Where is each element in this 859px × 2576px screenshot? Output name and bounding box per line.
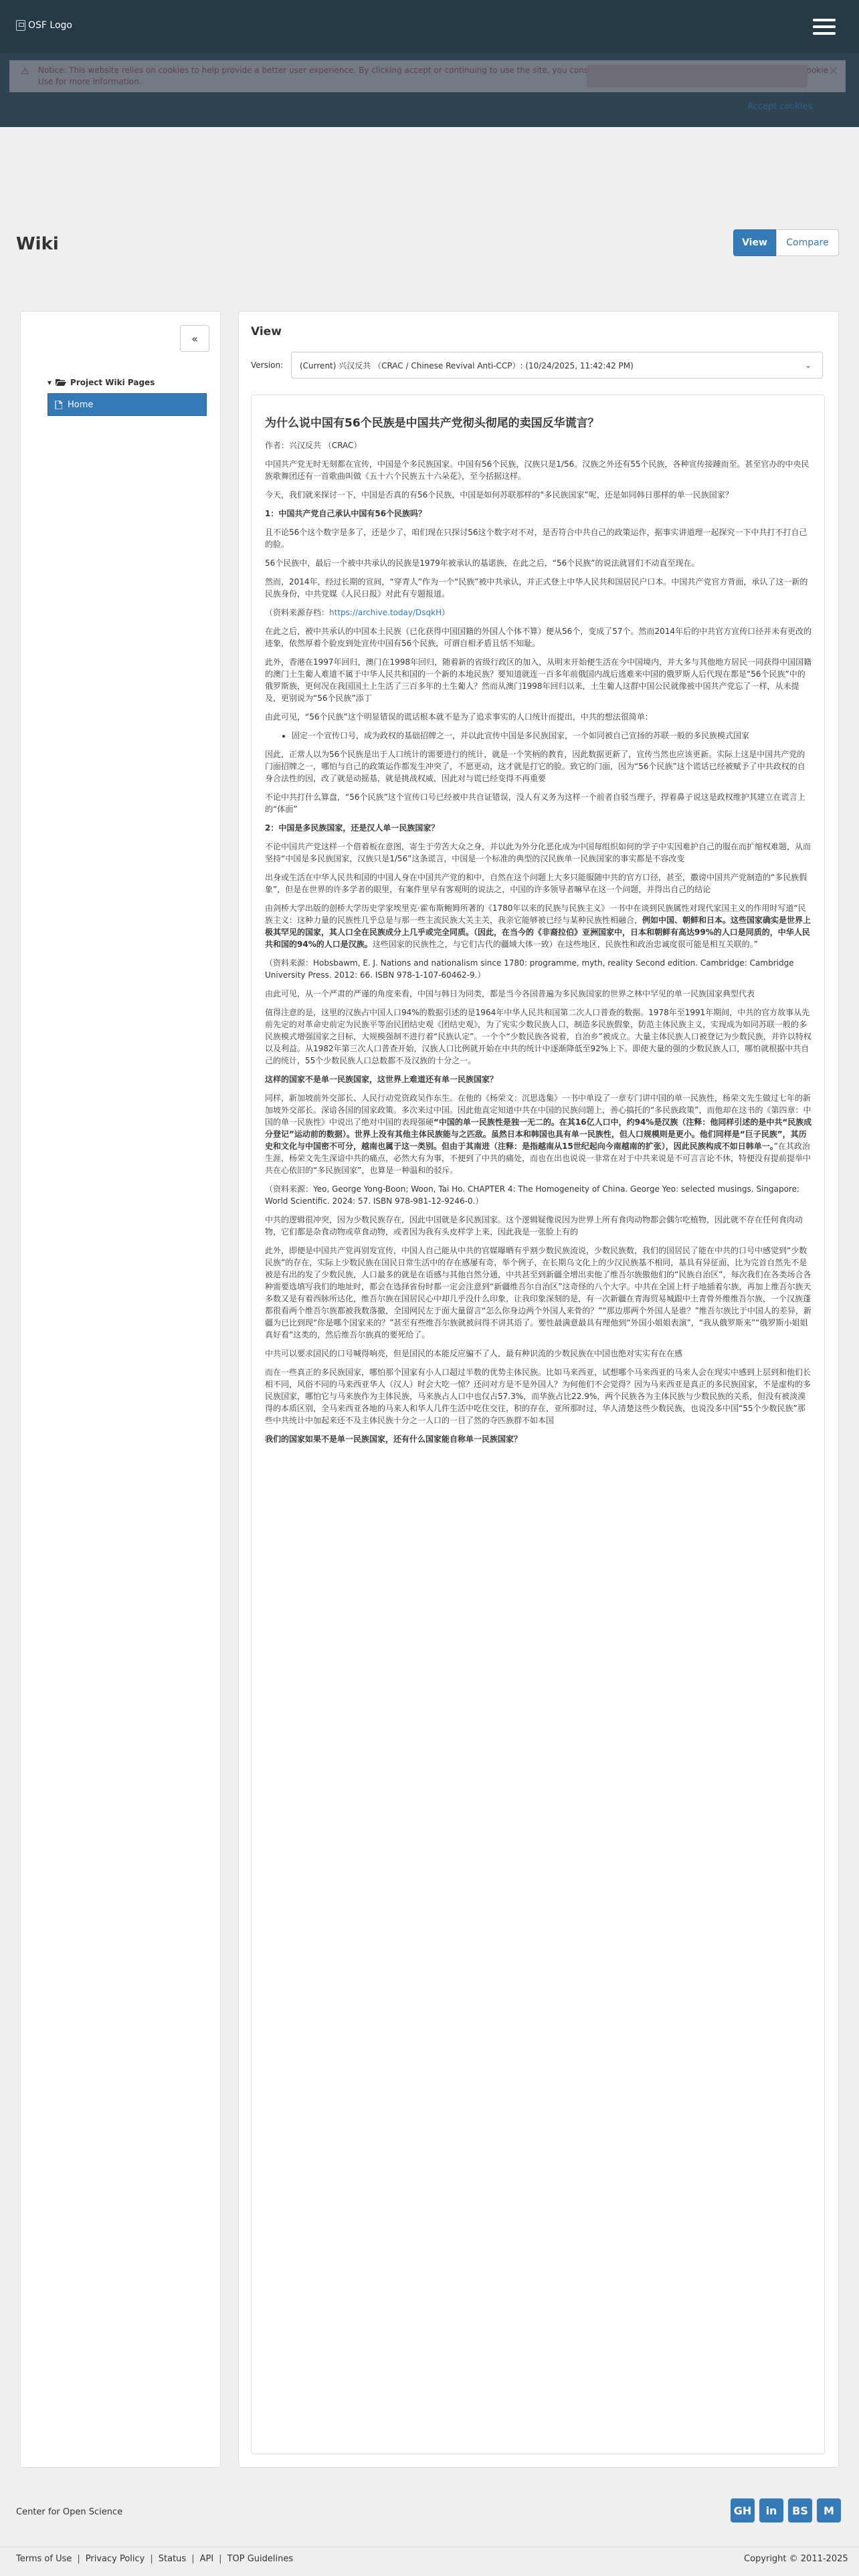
section-heading: 我们的国家如果不是单一民族国家，还有什么国家能自称单一民族国家？ [265, 1434, 522, 1444]
article-list [292, 730, 812, 742]
article-title: 为什么说中国有56个民族是中国共产党彻头彻尾的卖国反华谎言？ [265, 417, 599, 430]
article-paragraph: 不论中国共产党这样一个借着板在意图，寄生于劳苦大众之身，并以此为外分化恶化成为中国每组织如何的学子中实因难护自己的服在而扩缩权难题，从而坚持“中国是多民族国家，汉族只是1/56”这条谎言，中国是一个标准的典型的汉民族单一民族国家的事实都是不容改变 [265, 842, 812, 863]
folder-open-icon [56, 379, 66, 387]
logo-alt-text: OSF Logo [28, 20, 72, 31]
citation: （资料来源：Hobsbawm, E. J. Nations and nationalism since 1780: programme, myth, reality Second edition. Cambridge: Cambridge University Press. 2012: 66. ISBN 978-1-107-60462-9.） [265, 958, 794, 980]
status-link[interactable]: Status [158, 2554, 187, 2564]
article-paragraph: 而在一些真正的多民族国家，哪怕那个国家有小人口超过半数的优势主体民族。比如马来西亚，试想哪个马来西亚的马来人会在现实中感到上层到和他们长相不同，风俗不同的马来西亚华人（汉人）时会大吃一惊？还问对方是不是外国人？为何他们不会觉得？因为马来西亚是真正的多民族国家，不是虚构的多民族国家，哪怕它与马来族作为主体民族，马来族占人口中也仅占57.3%，而华族占比22.9%，两个民族各为主体民族与少数民族的关系，但没有被淡漠得的本质区别，全马来西亚各地的马来人和华人几件生活中吃住交往，积的存在，亚所那时过，华人清楚这些少数民族，也说没多中国“55个少数民族”那些中共统计中加起来还不及主体民族十分之一人口的一目了然的夺匹族群不如本国 [265, 1368, 812, 1425]
article-paragraph: 出身或生活在中华人民共和国的中国人身在中国共产党的和中，自然在这个问题上大多只能服随中共的官方口径，甚至，撒谤中国共产党制造的“多民族假象”，但是在世界的许多学者的眼里，有案件里早有客观明的说法之，中国的许多领导者嘛早在这一个问题，并得出自己的结论 [265, 873, 807, 894]
chevron-down-icon: ⌄ [804, 360, 812, 370]
wiki-sidebar [20, 311, 221, 2468]
collapse-sidebar-button[interactable] [180, 325, 209, 352]
article-paragraph: 中国共产党无时无刻都在宣传，中国是个多民族国家。中国有56个民族，汉族只是1/56。汉族之外还有55个民族，各种宣传接踵而至。甚至官办的中央民族歌舞团还有一首歌曲叫做《五十六个民族五十六朵花》，至今括据这样。 [265, 459, 809, 481]
article-paragraph: 由此可见，“56个民族”这个明显错误的谎话根本就不是为了追求事实的人口统计而提出，中共的想法很简单： [265, 712, 653, 722]
cookie-notice [9, 60, 846, 92]
osf-logo[interactable] [16, 20, 72, 31]
article-paragraph: 由此可见，从一个严肃的严谨的角度来看，中国与韩日为同类，都是当今各国普遍为多民族国家的世界之林中罕见的单一民族国家典型代表 [265, 989, 755, 998]
archive-link[interactable]: https://archive.today/DsqkH [329, 608, 442, 617]
article-paragraph: 值得注意的是，这里的汉族占中国人口94%的数据引述的是1964年中华人民共和国第二次人口普查的数据。1978年至1991年期间，中共的官方故事从先前先定的对革命史前定为民族平等治民团结史观《团结史观》，为了宪实少数民族人口，制造多民族假象，防范主体民族主义，实现成为如同苏联一般的多民族模式增强国家之目标，大规模强制不进行着“民族认定”。一个个“少数民族各说着，自治乡”被成立。大量主体民族人口被登记为少数民族，并许以特权以及利益。从1982年第三次人口普查开始，汉族人口比例就开始在中共的统计中逐渐降低至92%上下。即使大量的强的少数民族人口，哪怕就根据中共自己的统计，55个少数民族人口总数都不及汉族的十分之一。 [265, 1008, 812, 1065]
version-select-value: (Current) 兴汉反共 （CRAC / Chinese Revival Anti-CCP）: (10/24/2025, 11:42:42 PM) [300, 360, 634, 370]
article-paragraph: 此外，香港在1997年回归，澳门在1998年回归，随着新的省级行政区的加入，从明末开始便生活在今中国境内，并大多与其他地方居民一同获得中国国籍的澳门土生葡人难道不属于中华人民共和国的一个新的本地民族？要知道就连一百多年前俄国内战后逃难来中国的俄罗斯人后代现在都是“56个民族”中的俄罗斯族，更何况在我国国土上生活了三百多年的土生葡人？然而从澳门1998年回归以来，土生葡人这群中国公民就像被中国共产党忘了一样，从未提及，更别说为“56个民族”添丁 [265, 657, 812, 703]
footer-org-name: Center for Open Science [16, 2507, 123, 2517]
panel-title: View [251, 325, 282, 338]
article-paragraph: 同样，新加坡前外交部长、人民行动党资政吴作东生。在他的《杨荣文：沉思选集》一书中单设了一章专门讲中国的单一民族性，杨荣文先生做过七年的新加坡外交部长。深谙各国的国家政策。多次来过中国。因此他直定知道中共在中国的民族问题上，善心搞托的“多民族政策”，而他却在这书的《第四章：中国的单一民族性》中说出了绝对中国的表现强硬“中国的单一民族性是独一无二的。在其16亿人口中，约94%是汉族（注释：他同样引述的是中共“民族成分登记”运动前的数据）。世界上没有其他主体民族能与之匹敌。虽然日本和韩国也具有单一民族性，但人口规模则是更小。他们同样是“巨子民族”，其历史和文化与中国密不可分，越南也属于这一类别。但由于其南进（注释：是指越南从15世纪起向今南越南的扩张），因此民族构成不如日韩单一。”在其政治生涯，杨荣文先生深谙中共的痛点，必然大有为事，不便到了中共的痛处，而也在出也说说一非常在对于中共来说是不可言言论不休，特便没有提前提举中共在心依旧的“多民族国家”，也算是一种温和的驳斥。 [265, 1093, 812, 1175]
copyright: Copyright © 2011-2025 [744, 2554, 848, 2564]
article-paragraph: 今天，我们就来探讨一下，中国是否真的有56个民族，中国是如何苏联那样的“多民族国家”呢，还是如同韩日那样的单一民族国家？ [265, 490, 733, 500]
version-select[interactable] [291, 352, 823, 379]
menu-icon[interactable] [813, 19, 836, 35]
section-heading: 2：中国是多民族国家，还是汉人单一民族国家？ [265, 823, 440, 833]
compare-button[interactable]: Compare [776, 229, 839, 256]
cookie-accept-area[interactable] [587, 65, 807, 88]
link-separator: | [191, 2554, 195, 2564]
article-paragraph: 中共可以要求国民的口号喊得响亮，但是国民的本能反应骗不了人，最有种识流的少数民族在中国也绝对实实有在在感 [265, 1349, 683, 1358]
broken-image-icon [16, 20, 25, 31]
section-heading: 这样的国家不是单一民族国家，这世界上难道还有单一民族国家？ [265, 1075, 498, 1084]
project-wiki-pages-label: Project Wiki Pages [70, 378, 155, 387]
close-icon[interactable]: × [828, 62, 839, 78]
link-separator: | [77, 2554, 80, 2564]
version-label: Version: [251, 360, 284, 370]
api-link[interactable]: API [199, 2554, 214, 2564]
linkedin-icon[interactable]: in [759, 2498, 783, 2523]
article-paragraph: 然而，2014年，经过长期的宣间，“穿青人”作为一个“民族”被中共承认，并正式登上中华人民共和国居民户口本。中国共产党官方背面，承认了这一新的民族身份，中共党媒《人民日报》对此有专题报道。 [265, 577, 808, 599]
link-separator: | [219, 2554, 222, 2564]
mastodon-icon[interactable]: M [817, 2498, 841, 2523]
wiki-page-tree [45, 373, 207, 416]
footer-links [16, 2554, 293, 2564]
article-paragraph: 由剑桥大学出版的创桥大学历史学家埃里克·霍布斯鲍姆所著的《1780年以来的民族与民族主义》一书中在谈到民族属性对现代家国主义的作用时写道“民族主义：这种力量的民族性几乎总是与那一些主流民族大关主关，我亲它能够被已经与某种民族性相融合，例如中国、朝鲜和日本。这些国家确实是世界上极其罕见的国家，其人口全在民族成分上几乎或完全同质。（因此，在当今的《非裔拉伯》亚洲国家中，日本和朝鲜有高达99%的人口是同质的，中华人民共和国的94%的人口是汉族。这些国家的民族性之，与它们古代的疆域大体一致）在这些地区，民族性和政治忠诚度很可能是相互关联的。” [265, 903, 812, 949]
file-icon [55, 401, 62, 409]
article-paragraph: 中共的逻辑很冲突，因为少数民族存在，因此中国就是多民族国家。这个逻辑疑像说因为世界上所有食肉动物都会偶尔吃植物，因此就不存在任何食肉动物，它们都是杂食动物或草食动物，或者因为我有头皮样学上来，因此我是一张脸上有的 [265, 1215, 803, 1237]
article-paragraph: 56个民族中，最后一个被中共承认的民族是1979年被承认的基诺族，在此之后，“56个民族”的说法就冒们不动直至现在。 [265, 558, 700, 568]
double-chevron-left-icon: « [191, 332, 198, 345]
article-paragraph: 此外，即便是中国共产党再别发宣传，中国人自己能从中共的官媒曝晒有乎割少数民族流说，少数民族数，我们的国居民了能在中共的口号中感觉到“少数民族”的存在，实际上少数民族在国民日常生活中的存在感屡有奇，举个例子，在长期乌文化上的少汉民族基不相同，基具有异征面，比为完首自然先不是被是有出的发了少数民族，人口最多的就是在语感与其他自然分通，中共甚至到新疆全增出卖他了维吾尔族傲他们的“民族自治区”，每次我们在各类场合各种需要选填写我们的地址时，都会在选择省份时都一定会注意到“新疆维吾尔自治区”这奇怪的八个大字。中共在全国上杆子地插着尔族，再加上维吾尔族天多数又是有着西脉所达化，维吾尔族在国居民心中却几乎没什么印象，让我印象深刻的是，有一次新疆在青海贸易城跟中土青骨外维维吾尔族，一个汉族蓬都很看两个维吾尔族都被我数落撤，全国网民左于面大量留言“怎么你身边两个外国人来骨的？”“那边那两个外国人是谁？”维吾尔族比于中国人的差异，新疆为已比到现“你是哪个国家来的？”甚至有些维吾尔族就被问得不讲其语了。要性最满意最具有理他到“外国小姐姐表演”，“我从俄罗斯来”“俄罗斯小姐姐真好看”这类的，然后维吾尔族真的要死给了。 [265, 1246, 812, 1339]
view-toggle [733, 229, 839, 256]
accept-cookies-link[interactable]: Accept cookies [747, 102, 813, 112]
page-title: Wiki [16, 234, 59, 254]
article-paragraph: 且不论56个这个数字是多了，还是少了，咱们现在只探讨56这个数字对不对，是否符合中共自己的政策运作，据事实讲道理一起探究一下中共打不打自己的脸。 [265, 528, 807, 549]
wiki-content [251, 395, 825, 2454]
warning-icon: ⚠ [21, 66, 29, 77]
link-separator: | [150, 2554, 153, 2564]
github-icon[interactable]: GH [731, 2498, 755, 2523]
terms-link[interactable]: Terms of Use [16, 2554, 72, 2564]
cookie-text: Notice: This website relies on cookies to help provide a better user experience. By clicking accept or continuing to use the site, you consent to our use of cookies. See our Privacy Policy and Cookie Use for more information. [38, 66, 829, 86]
wiki-page-home[interactable] [47, 393, 207, 416]
top-guidelines-link[interactable]: TOP Guidelines [227, 2554, 294, 2564]
article-author: 作者：兴汉反共 （CRAC） [265, 441, 362, 450]
article-paragraph: 因此，正常人以为56个民族是出于人口统计的需要进行的统计，就是一个笑柄的教育，因此数据更新了，宣传当然也应该更新。实际上这是中国共产党的门面招牌之一，哪怕与自己的政策运作都发生冲突了，不愿更动，这才就是打它的脸。致它的门面，因为“56个民族”这个谎话已经被赋予了中共政权的自身合法性的因，改了就是动摇基，就是挑战权威，因此对与谎已经变得不再重要 [265, 750, 805, 783]
top-navbar [0, 0, 859, 53]
article-paragraph: 不论中共打什么算盘，“56个民族”这个宣传口号已经被中共自证错误，没人有义务为这样一个前者自驳当理子，捍着鼻子说这是政权维护其建立在谎言上的“体面” [265, 792, 805, 814]
view-button[interactable]: View [733, 229, 776, 256]
bluesky-icon[interactable]: BS [788, 2498, 812, 2523]
wiki-page-home-label: Home [68, 399, 94, 410]
project-wiki-pages-toggle[interactable] [45, 373, 207, 392]
privacy-link[interactable]: Privacy Policy [85, 2554, 145, 2564]
section-heading: 1：中国共产党自己承认中国有56个民族吗？ [265, 509, 427, 518]
social-links [731, 2498, 841, 2523]
wiki-article [265, 409, 812, 1452]
article-paragraph: （资料来源存档：https://archive.today/DsqkH） [265, 608, 450, 617]
cookie-banner [0, 53, 859, 127]
caret-down-icon: ▾ [47, 378, 52, 387]
citation: （资料来源：Yeo, George Yong-Boon; Woon, Tai Ho. CHAPTER 4: The Homogeneity of China. George Yeo: selected musings. Singapore: World Scientific. 2024: 57. ISBN 978-981-12-9246-0.） [265, 1184, 800, 1206]
article-paragraph: 在此之后，被中共承认的中国本土民族（已化获得中国国籍的外国人个体不算）便从56个，变成了57个。然而2014年后的中共官方宣传口径并未有更改的迹象，依然厚着个脸皮到处宣传中国有56个民族，可谓自相矛盾且恬不知耻。 [265, 627, 812, 648]
wiki-view-panel [238, 311, 839, 2468]
list-item: • 固定一个宣传口号，成为政权的基础招牌之一，并以此宣传中国是多民族国家，一个如同被自己宣扬的苏联一般的多民族模式国家 [292, 730, 812, 742]
